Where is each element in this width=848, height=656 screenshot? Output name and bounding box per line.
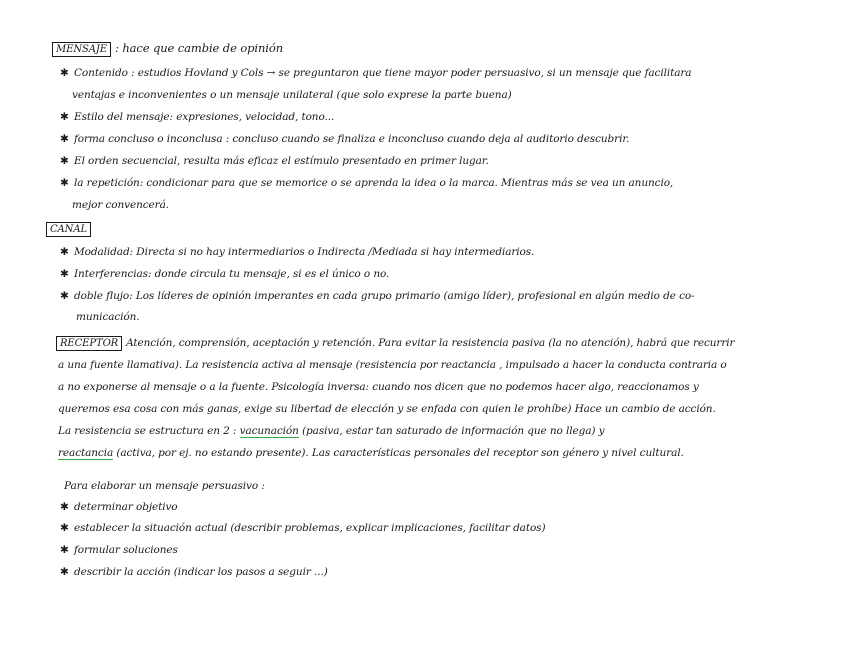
asterisk-icon: ✱ (60, 67, 69, 79)
asterisk-icon: ✱ (60, 501, 69, 513)
list-item-continuation: municación. (76, 311, 140, 323)
mensaje-title-text: : hace que cambie de opinión (114, 41, 284, 55)
receptor-line: La resistencia se estructura en 2 : vacunación (pasiva, estar tan saturado de información que no llega) y (58, 425, 605, 437)
canal-title (46, 222, 95, 237)
canal-heading: CANAL (46, 222, 91, 237)
vacunacion-term: vacunación (239, 425, 299, 437)
asterisk-icon: ✱ (60, 522, 69, 534)
list-item-continuation: mejor convencerá. (72, 199, 169, 211)
list-item: ✱ doble flujo: Los líderes de opinión imperantes en cada grupo primario (amigo líder), profesional en algún medio de co- (60, 290, 695, 302)
list-item: ✱ establecer la situación actual (describir problemas, explicar implicaciones, facilitar datos) (60, 522, 546, 534)
asterisk-icon: ✱ (60, 133, 69, 145)
list-item: ✱ Interferencias: donde circula tu mensaje, si es el único o no. (60, 268, 390, 280)
list-item: ✱ formular soluciones (60, 544, 178, 556)
list-item: ✱ Estilo del mensaje: expresiones, velocidad, tono... (60, 111, 335, 123)
list-item: ✱ Modalidad: Directa si no hay intermediarios o Indirecta /Mediada si hay intermediarios. (60, 246, 535, 258)
list-item: ✱ forma concluso o inconclusa : concluso cuando se finaliza e inconcluso cuando deja al auditorio descubrir. (60, 133, 630, 145)
receptor-line: a una fuente llamativa). La resistencia activa al mensaje (resistencia por reactancia , impulsado a hacer la conducta contraria o (58, 359, 727, 371)
mensaje-heading: MENSAJE (52, 42, 111, 57)
receptor-line: a no exponerse al mensaje o a la fuente. Psicología inversa: cuando nos dicen que no podemos hacer algo, reaccionamos y (58, 381, 699, 393)
list-item: ✱ la repetición: condicionar para que se memorice o se aprenda la idea o la marca. Mientras más se vea un anuncio, (60, 177, 674, 189)
reactancia-term: reactancia (58, 447, 114, 459)
list-item: ✱ Contenido : estudios Hovland y Cols → se preguntaron que tiene mayor poder persuasivo, si un mensaje que facilitara (60, 67, 692, 79)
asterisk-icon: ✱ (60, 155, 69, 167)
asterisk-icon: ✱ (60, 177, 69, 189)
asterisk-icon: ✱ (60, 566, 69, 578)
receptor-line: RECEPTOR Atención, comprensión, aceptación y retención. Para evitar la resistencia pasiva (la no atención), habrá que recurrir (56, 336, 734, 351)
list-item: ✱ determinar objetivo (60, 501, 178, 513)
mensaje-title (52, 41, 283, 57)
asterisk-icon: ✱ (60, 246, 69, 258)
list-item: ✱ describir la acción (indicar los pasos a seguir ...) (60, 566, 328, 578)
list-item: ✱ El orden secuencial, resulta más eficaz el estímulo presentado en primer lugar. (60, 155, 489, 167)
list-item-continuation: ventajas e inconvenientes o un mensaje unilateral (que solo exprese la parte buena) (72, 89, 512, 101)
asterisk-icon: ✱ (60, 290, 69, 302)
persuasivo-title: Para elaborar un mensaje persuasivo : (64, 480, 265, 492)
asterisk-icon: ✱ (60, 268, 69, 280)
receptor-line: reactancia (activa, por ej. no estando presente). Las características personales del receptor son género y nivel cultural. (58, 447, 684, 459)
receptor-line: queremos esa cosa con más ganas, exige su libertad de elección y se enfada con quien le prohíbe) Hace un cambio de acción. (58, 403, 716, 415)
receptor-heading: RECEPTOR (56, 336, 122, 351)
asterisk-icon: ✱ (60, 111, 69, 123)
asterisk-icon: ✱ (60, 544, 69, 556)
